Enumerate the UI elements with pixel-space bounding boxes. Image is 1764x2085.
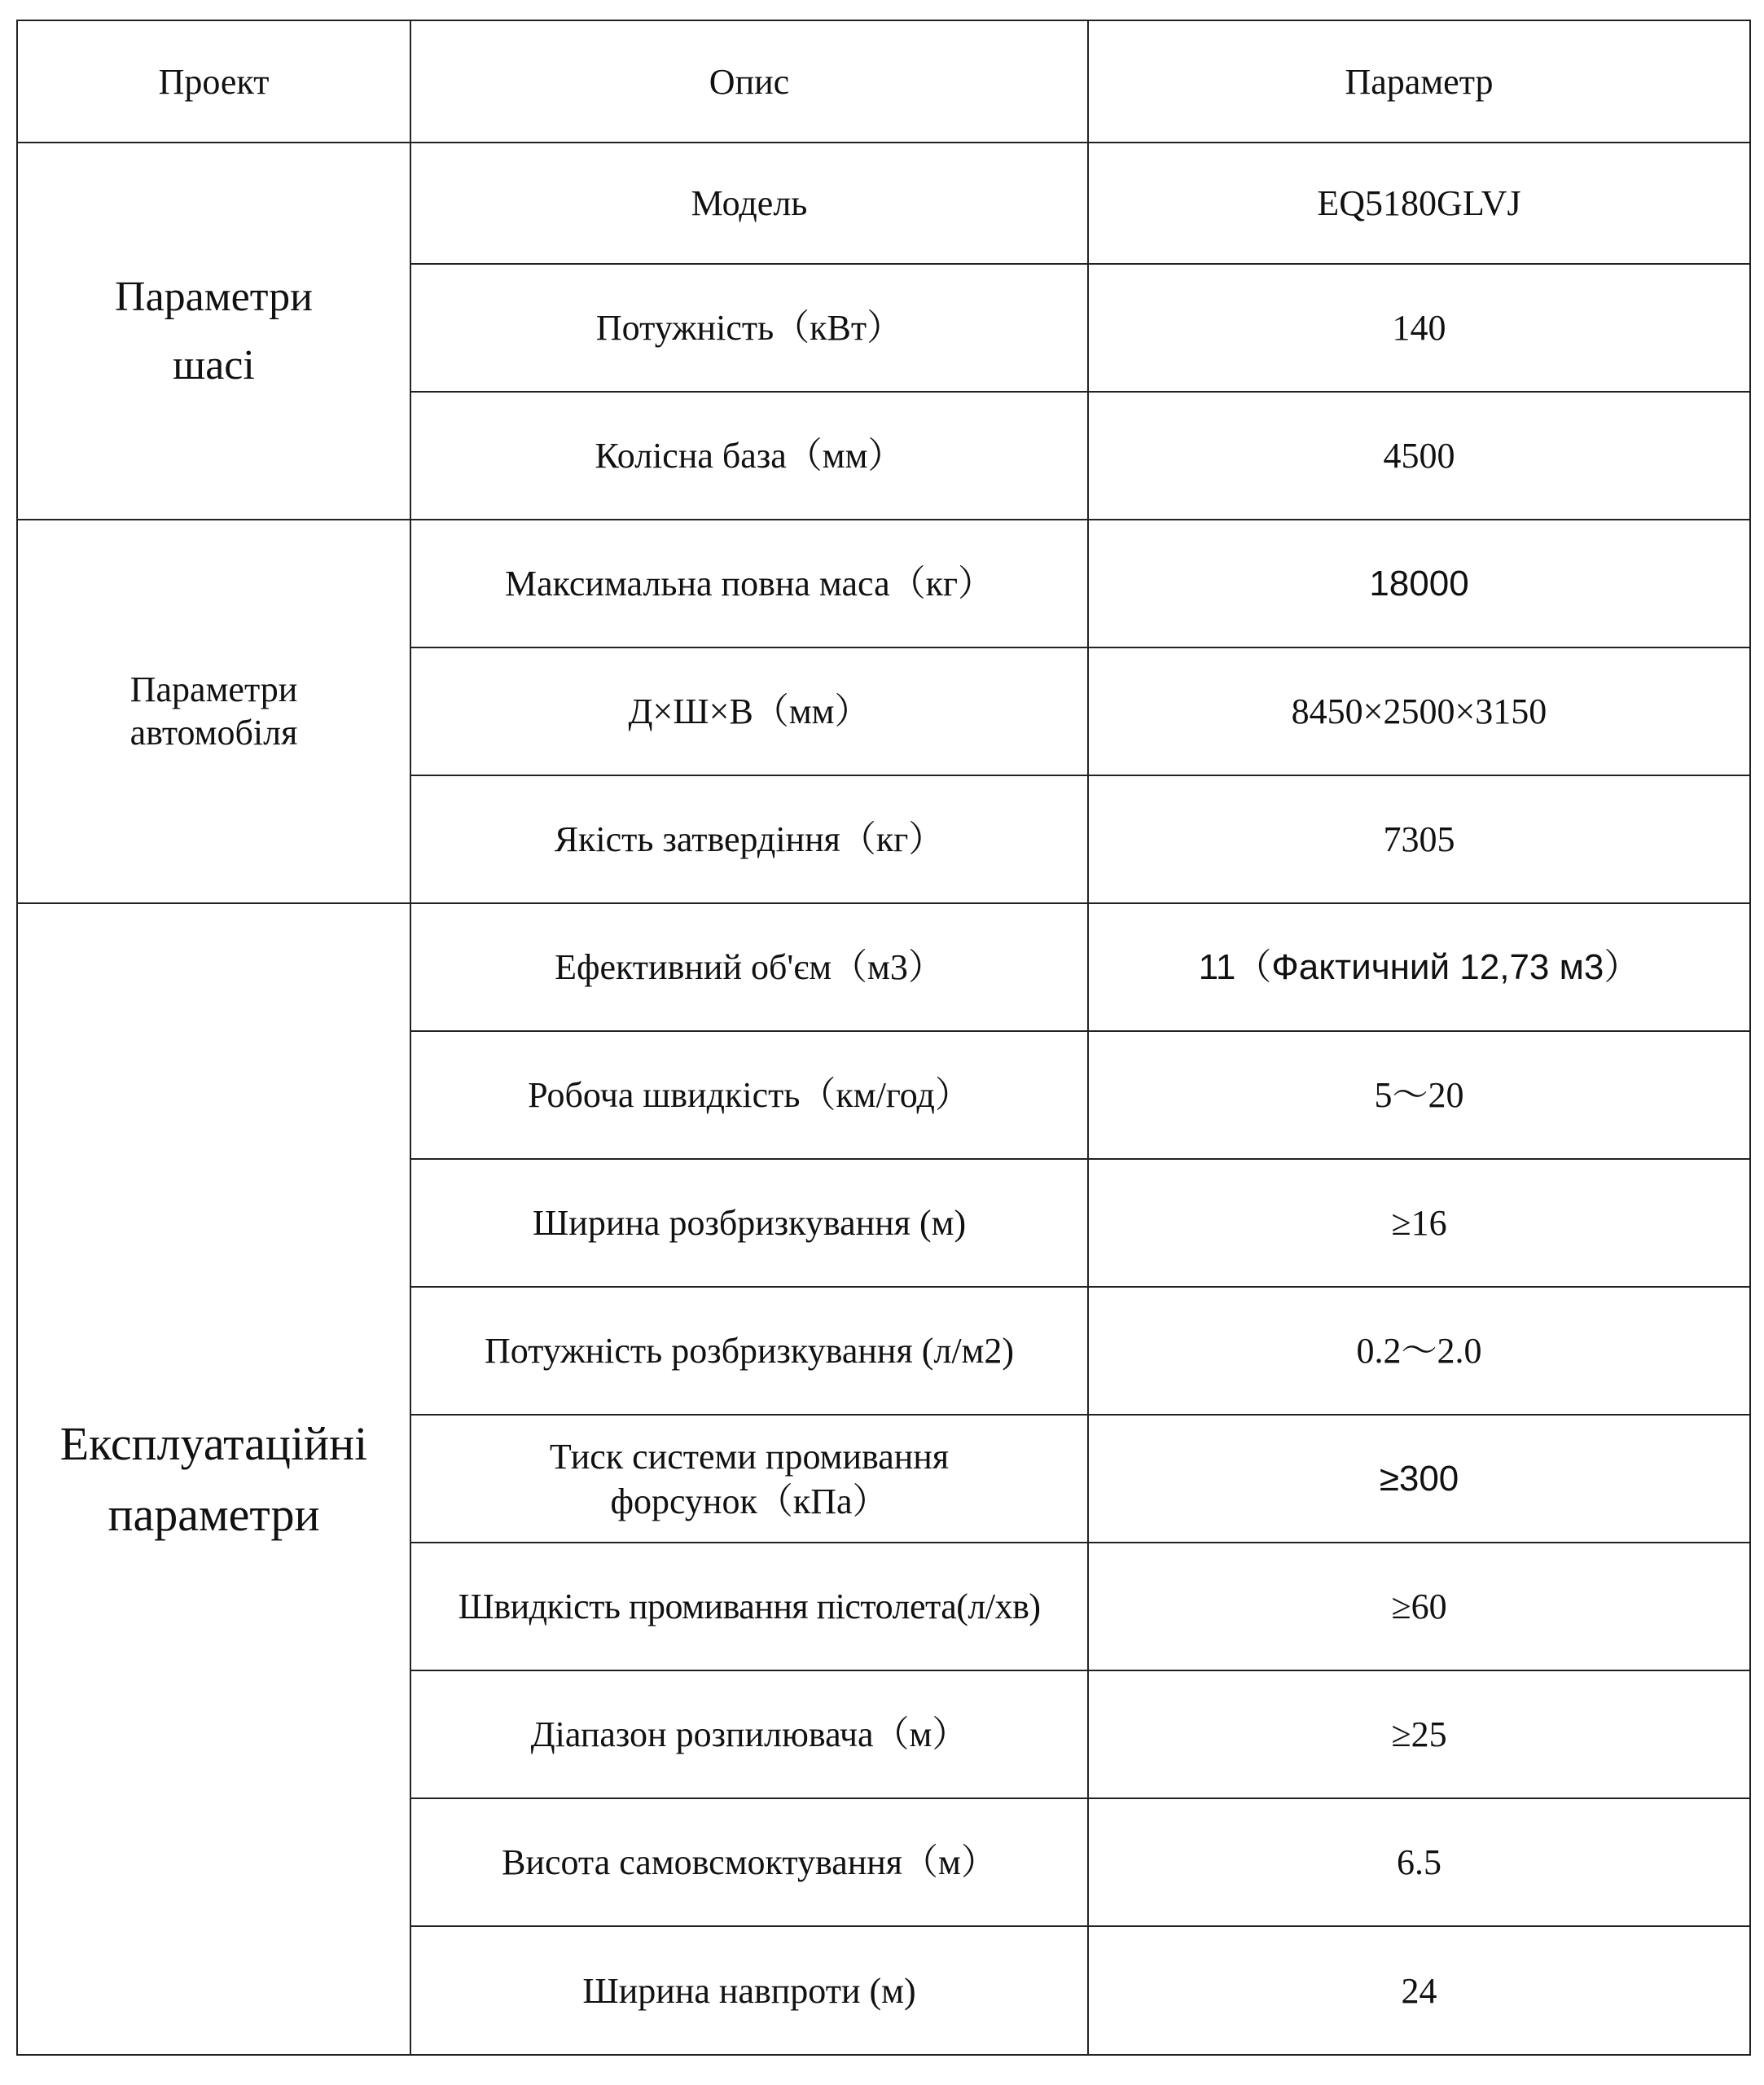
row-value: ≥25: [1088, 1670, 1750, 1798]
row-value: 6.5: [1088, 1798, 1750, 1926]
row-description: Швидкість промивання пістолета(л/хв): [410, 1543, 1088, 1670]
spec-table: [16, 20, 1751, 2056]
row-description: [410, 1415, 1088, 1543]
row-value: 8450×2500×3150: [1088, 647, 1750, 775]
table-row: [17, 143, 1750, 264]
group-operating-line1: Експлуатаційні: [59, 1417, 368, 1470]
group-chassis: [17, 143, 410, 520]
group-vehicle-line2: автомобіля: [129, 712, 298, 753]
row-description: Потужність розбризкування (л/м2): [410, 1287, 1088, 1415]
header-project: Проект: [17, 20, 410, 143]
group-chassis-line2: шасі: [173, 341, 255, 388]
group-vehicle: [17, 520, 410, 903]
row-description: Якість затвердіння（кг）: [410, 775, 1088, 903]
row-value: 11（Фактичний 12,73 м3）: [1088, 903, 1750, 1031]
table-row: [17, 520, 1750, 647]
group-operating: [17, 903, 410, 2055]
row-value: EQ5180GLVJ: [1088, 143, 1750, 264]
header-parameter: Параметр: [1088, 20, 1750, 143]
row-description: Модель: [410, 143, 1088, 264]
row-description: Д×Ш×В（мм）: [410, 647, 1088, 775]
group-operating-line2: параметри: [108, 1488, 320, 1541]
row-value: ≥16: [1088, 1159, 1750, 1287]
row-description: Ефективний об'єм（м3）: [410, 903, 1088, 1031]
table-row: [17, 903, 1750, 1031]
header-row: [17, 20, 1750, 143]
row-value: 24: [1088, 1926, 1750, 2055]
group-chassis-line1: Параметри: [115, 274, 313, 321]
row-description: Ширина навпроти (м): [410, 1926, 1088, 2055]
row-value: 5～20: [1088, 1031, 1750, 1159]
header-description: Опис: [410, 20, 1088, 143]
row-value: 0.2～2.0: [1088, 1287, 1750, 1415]
row-description: Робоча швидкість（км/год）: [410, 1031, 1088, 1159]
row-description: Колісна база（мм）: [410, 392, 1088, 520]
row-value: ≥300: [1088, 1415, 1750, 1543]
row-value: 18000: [1088, 520, 1750, 647]
row-value: 140: [1088, 264, 1750, 392]
row-description: Висота самовсмоктування（м）: [410, 1798, 1088, 1926]
row-value: 7305: [1088, 775, 1750, 903]
row-description: Ширина розбризкування (м): [410, 1159, 1088, 1287]
row-description: Діапазон розпилювача（м）: [410, 1670, 1088, 1798]
row-description: Потужність（кВт）: [410, 264, 1088, 392]
row-value: ≥60: [1088, 1543, 1750, 1670]
row-description: Максимальна повна маса（кг）: [410, 520, 1088, 647]
row-value: 4500: [1088, 392, 1750, 520]
row-description-text: Тиск системи промивання форсунок（кПа）: [549, 1436, 950, 1521]
group-vehicle-line1: Параметри: [129, 669, 298, 709]
